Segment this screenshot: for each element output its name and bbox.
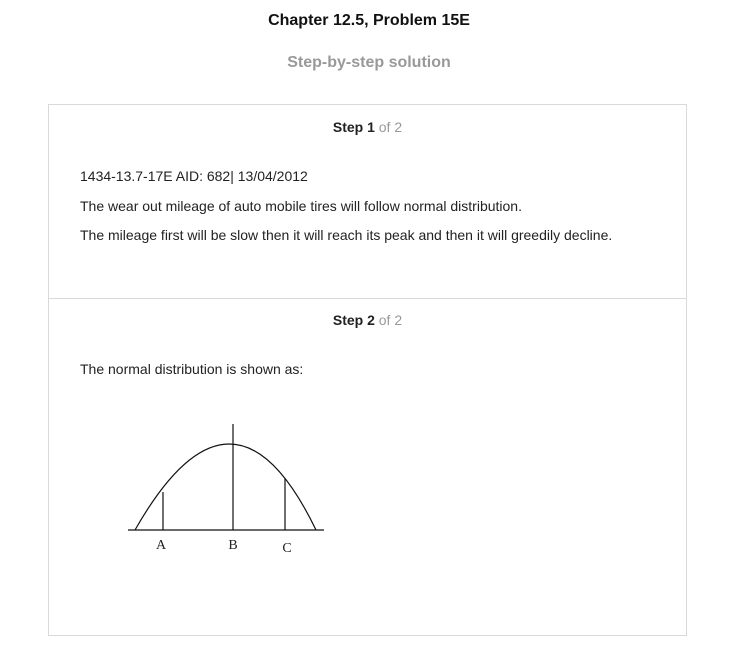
label-a: A bbox=[155, 538, 167, 553]
step-1-section bbox=[49, 105, 686, 299]
step-1-count: of 2 bbox=[378, 119, 403, 135]
step-2-section bbox=[49, 298, 686, 635]
step-1-header bbox=[49, 119, 686, 135]
step-1-line-3: The mileage first will be slow then it will reach its peak and then it will greedily decline. bbox=[80, 227, 613, 243]
step-1-line-2: The wear out mileage of auto mobile tires will follow normal distribution. bbox=[80, 198, 522, 214]
step-2-header bbox=[49, 312, 686, 328]
bell-curve bbox=[135, 444, 316, 530]
label-b: B bbox=[228, 538, 238, 553]
page-title: Chapter 12.5, Problem 15E bbox=[268, 12, 470, 29]
page-subtitle: Step-by-step solution bbox=[287, 54, 451, 71]
step-2-label: Step 2 bbox=[332, 312, 375, 328]
step-1-line-1: 1434-13.7-17E AID: 682| 13/04/2012 bbox=[80, 168, 308, 184]
step-2-count: of 2 bbox=[378, 312, 403, 328]
label-c: C bbox=[282, 541, 292, 556]
step-1-label: Step 1 bbox=[332, 119, 375, 135]
step-2-line-1: The normal distribution is shown as: bbox=[80, 361, 304, 377]
normal-distribution-diagram bbox=[128, 418, 328, 563]
solution-card bbox=[48, 104, 687, 636]
